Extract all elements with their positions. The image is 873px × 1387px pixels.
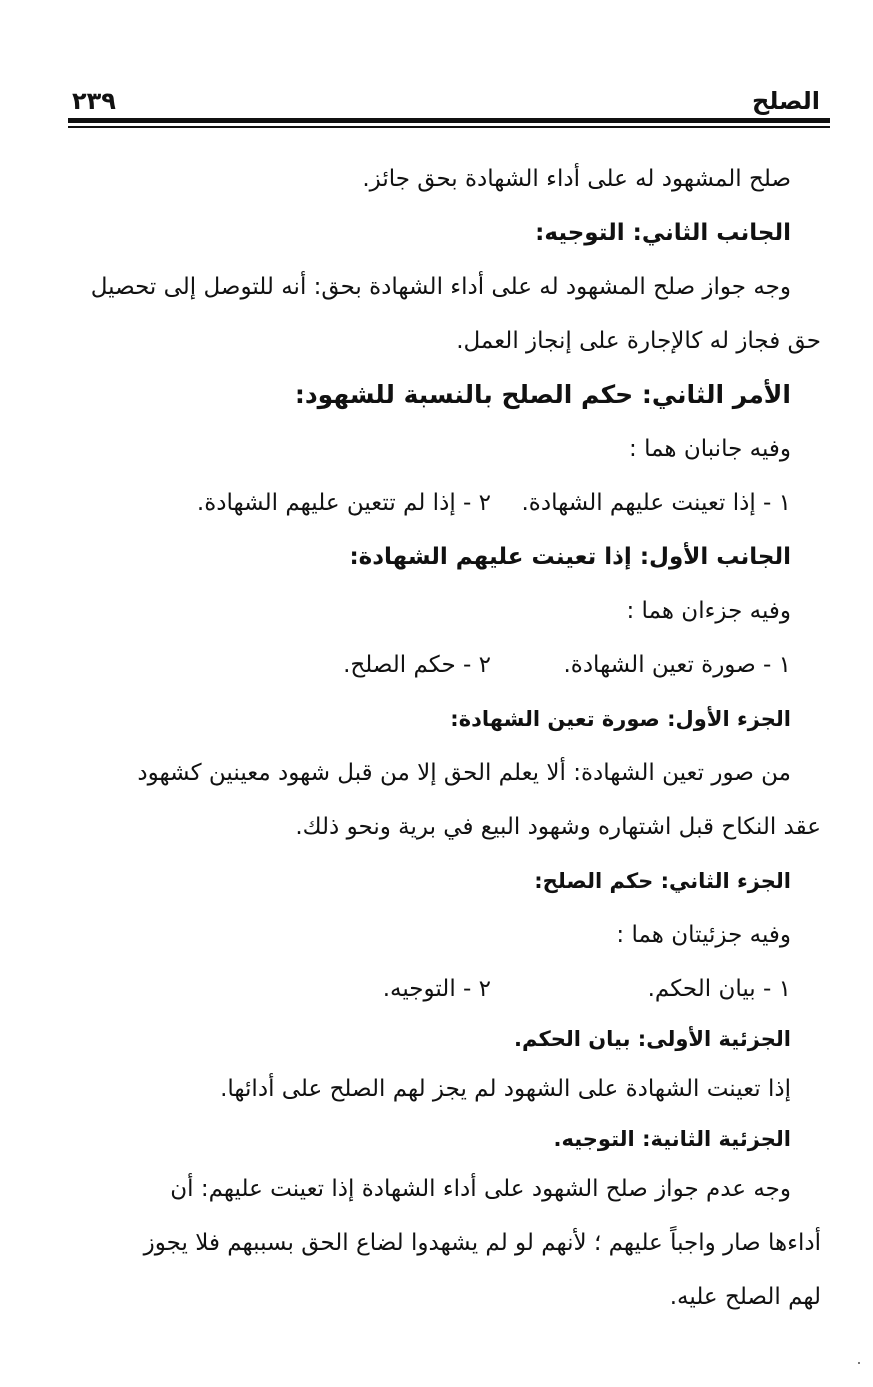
paragraph-line: وفيه جزئيتان هما : xyxy=(616,922,791,948)
list-item: ٢ - إذا لم تتعين عليهم الشهادة. xyxy=(196,490,491,516)
main-heading: الأمر الثاني: حكم الصلح بالنسبة للشهود: xyxy=(294,380,791,409)
paragraph-line: صلح المشهود له على أداء الشهادة بحق جائز. xyxy=(362,166,791,192)
paragraph-line: إذا تعينت الشهادة على الشهود لم يجز لهم الصلح على أدائها. xyxy=(220,1076,791,1102)
page-number: ٢٣٩ xyxy=(72,87,116,115)
header-rule-thick xyxy=(68,118,830,123)
header-rule-thin xyxy=(68,126,830,128)
paragraph-line: وفيه جزءان هما : xyxy=(626,598,791,624)
section-heading: الجانب الثاني: التوجيه: xyxy=(535,220,791,246)
paragraph-line: من صور تعين الشهادة: ألا يعلم الحق إلا من قبل شهود معينين كشهود xyxy=(137,760,791,786)
enumerated-list xyxy=(73,962,821,1016)
scan-speck xyxy=(858,1362,860,1364)
sub-heading: الجزء الثاني: حكم الصلح: xyxy=(534,869,791,893)
sub-heading: الجزئية الأولى: بيان الحكم. xyxy=(514,1027,791,1051)
paragraph-line: حق فجاز له كالإجارة على إنجاز العمل. xyxy=(456,328,821,354)
list-item: ٢ - حكم الصلح. xyxy=(343,652,491,678)
running-header xyxy=(68,84,830,118)
paragraph-line: وجه جواز صلح المشهود له على أداء الشهادة بحق: أنه للتوصل إلى تحصيل xyxy=(90,274,791,300)
paragraph-line: وفيه جانبان هما : xyxy=(629,436,791,462)
paragraph-line: وجه عدم جواز صلح الشهود على أداء الشهادة إذا تعينت عليهم: أن xyxy=(170,1176,791,1202)
paragraph-line: عقد النكاح قبل اشتهاره وشهود البيع في برية ونحو ذلك. xyxy=(295,814,821,840)
enumerated-list xyxy=(73,476,821,530)
sub-heading: الجزئية الثانية: التوجيه. xyxy=(553,1127,791,1151)
page-body xyxy=(73,152,821,1324)
paragraph-line: أداءها صار واجباً عليهم ؛ لأنهم لو لم يشهدوا لضاع الحق بسببهم فلا يجوز xyxy=(143,1230,821,1256)
enumerated-list xyxy=(73,638,821,692)
section-heading: الجانب الأول: إذا تعينت عليهم الشهادة: xyxy=(349,544,791,570)
list-item: ١ - إذا تعينت عليهم الشهادة. xyxy=(521,490,791,516)
list-item: ١ - صورة تعين الشهادة. xyxy=(563,652,791,678)
chapter-title: الصلح xyxy=(752,87,820,115)
list-item: ١ - بيان الحكم. xyxy=(647,976,791,1002)
sub-heading: الجزء الأول: صورة تعين الشهادة: xyxy=(450,707,791,731)
list-item: ٢ - التوجيه. xyxy=(382,976,491,1002)
paragraph-line: لهم الصلح عليه. xyxy=(669,1284,821,1310)
